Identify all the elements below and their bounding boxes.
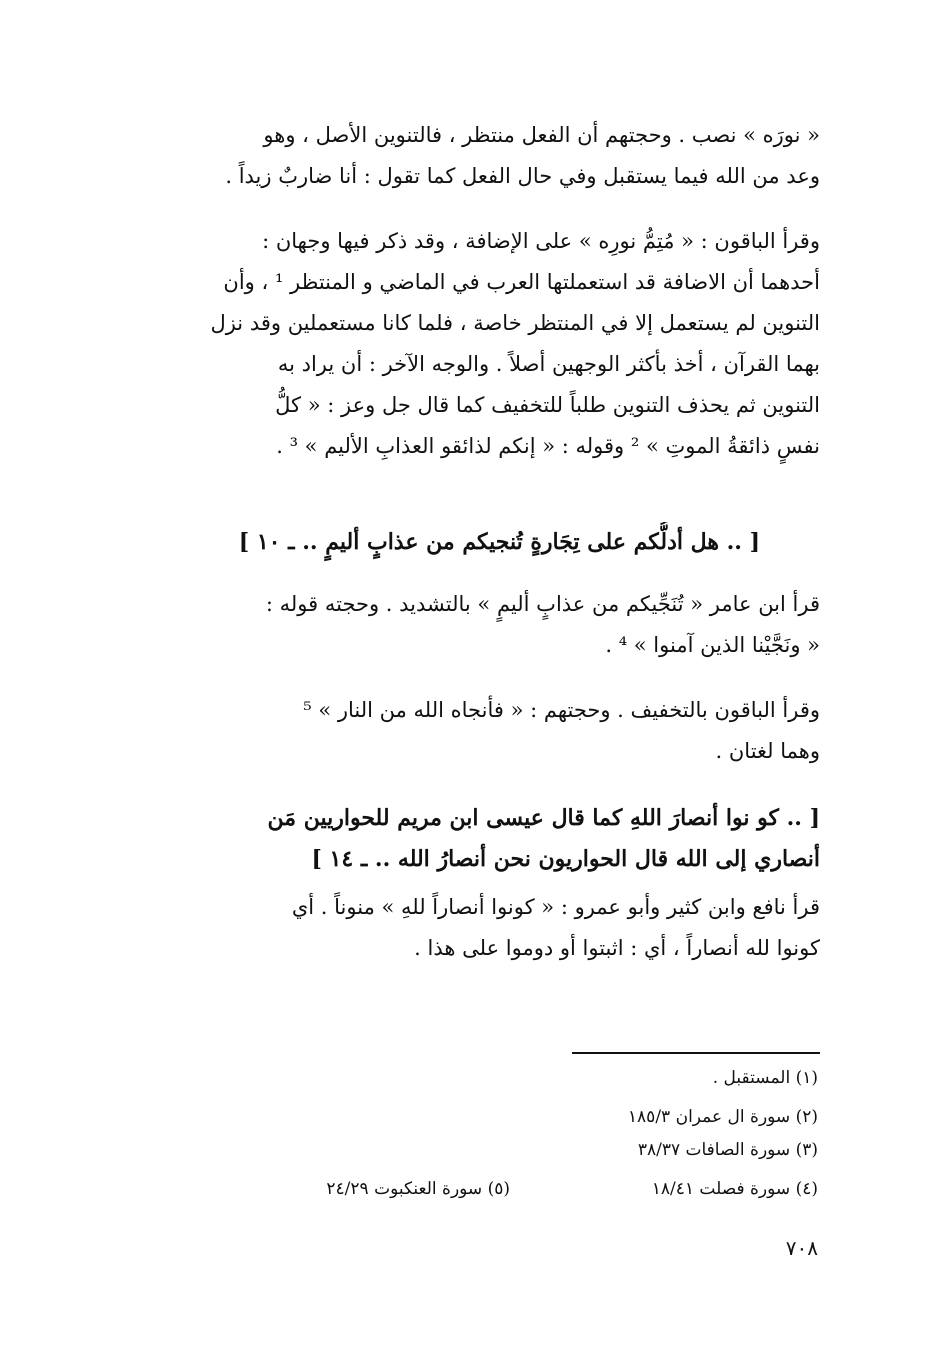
paragraph-line: كونوا لله أنصاراً ، أي : اثبتوا أو دوموا على هذا . <box>414 936 820 960</box>
paragraph-1 <box>135 115 820 197</box>
paragraph-line: قرأ نافع وابن كثير وأبو عمرو : « كونوا أنصاراً للهِ » منوناً . أي <box>291 895 820 919</box>
page-number: ٧٠٨ <box>785 1236 818 1260</box>
paragraph-line: أحدهما أن الاضافة قد استعملتها العرب في الماضي و المنتظر ¹ ، وأن <box>223 270 820 294</box>
paragraph-line: التنوين ثم يحذف التنوين طلباً للتخفيف كما قال جل وعز : « كلُّ <box>275 393 820 417</box>
paragraph-line: وعد من الله فيما يستقبل وفي حال الفعل كما تقول : أنا ضاربٌ زيداً . <box>225 164 820 188</box>
verse-10 <box>170 522 760 563</box>
paragraph-5 <box>135 887 820 969</box>
paragraph-line: وهما لغتان . <box>715 739 820 763</box>
footnote-5: (٥) سورة العنكبوت ٢٤/٢٩ <box>326 1179 510 1199</box>
footnote-1: (١) المستقبل . <box>712 1068 818 1088</box>
paragraph-line: « ونَجَّيْنا الذين آمنوا » ⁴ . <box>605 633 820 657</box>
paragraph-3 <box>135 584 820 666</box>
paragraph-line: قرأ ابن عامر « تُنَجِّيكم من عذابٍ أليمٍ » بالتشديد . وحجته قوله : <box>265 592 820 616</box>
verse-14 <box>135 798 820 880</box>
paragraph-line: بهما القرآن ، أخذ بأكثر الوجهين أصلاً . والوجه الآخر : أن يراد به <box>277 352 820 376</box>
paragraph-2 <box>135 221 820 467</box>
verse-line: [ .. كو نوا أنصارَ اللهِ كما قال عيسى ابن مريم للحواريين مَن <box>267 805 820 831</box>
footnote-3: (٣) سورة الصافات ٣٨/٣٧ <box>637 1140 818 1160</box>
paragraph-line: وقرأ الباقون : « مُتِمُّ نورِه » على الإضافة ، وقد ذكر فيها وجهان : <box>262 229 820 253</box>
verse-line: [ .. هل أدلُّكم على تِجَارةٍ تُنجيكم من عذابٍ أليمٍ .. ـ ١٠ ] <box>238 529 760 555</box>
paragraph-line: وقرأ الباقون بالتخفيف . وحجتهم : « فأنجاه الله من النار » ⁵ <box>303 698 820 722</box>
paragraph-line: التنوين لم يستعمل إلا في المنتظر خاصة ، فلما كانا مستعملين وقد نزل <box>210 311 820 335</box>
paragraph-line: « نورَه » نصب . وحجتهم أن الفعل منتظر ، فالتنوين الأصل ، وهو <box>263 123 820 147</box>
footnote-divider <box>572 1052 820 1054</box>
footnote-4: (٤) سورة فصلت ١٨/٤١ <box>651 1179 818 1199</box>
verse-line: أنصاري إلى الله قال الحواريون نحن أنصارُ الله .. ـ ١٤ ] <box>311 846 820 872</box>
paragraph-4 <box>135 690 820 772</box>
paragraph-line: نفسٍ ذائقةُ الموتِ » ² وقوله : « إنكم لذائقو العذابِ الأليم » ³ . <box>276 434 820 458</box>
footnote-2: (٢) سورة ال عمران ١٨٥/٣ <box>627 1107 818 1127</box>
